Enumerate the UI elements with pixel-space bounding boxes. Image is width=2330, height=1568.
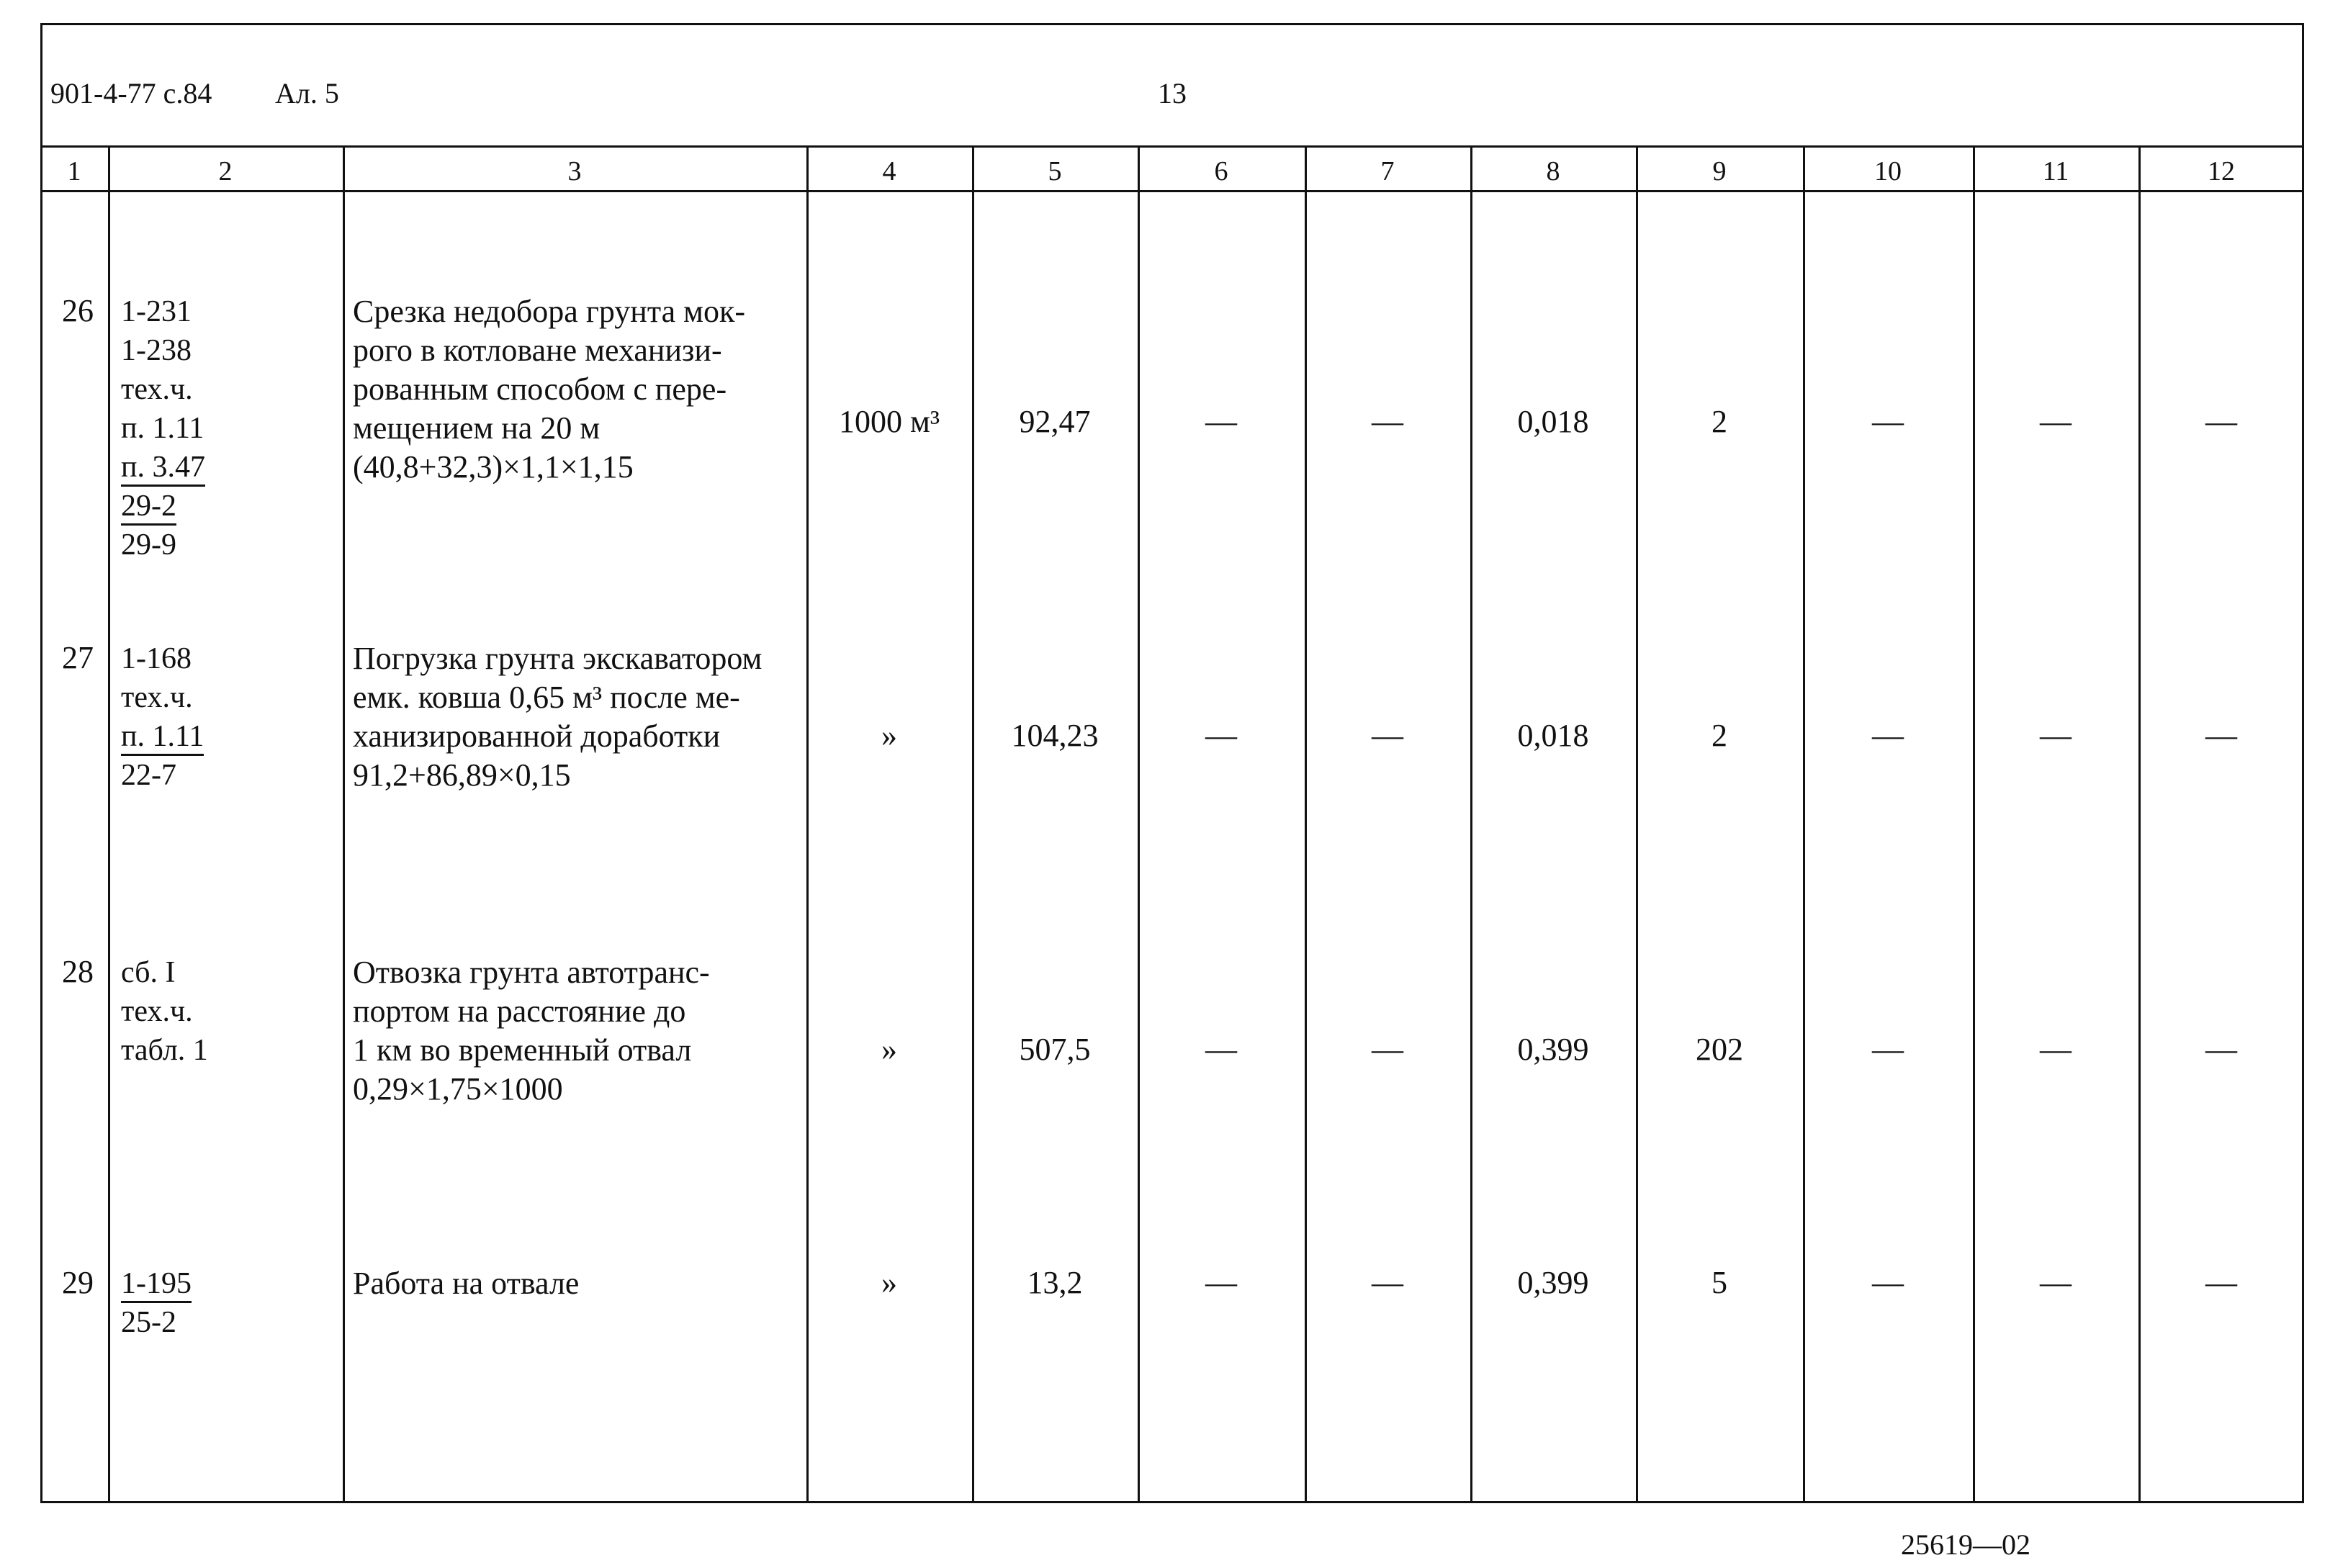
unit-cell: » xyxy=(881,1032,897,1067)
value-cell: — xyxy=(1872,718,1904,753)
column-number: 4 xyxy=(882,156,896,186)
value-cell: — xyxy=(2205,1032,2237,1067)
row-number: 28 xyxy=(62,954,94,989)
value-cell: — xyxy=(1372,718,1403,753)
row-number: 26 xyxy=(62,293,94,328)
column-number: 3 xyxy=(567,156,582,186)
value-cell: — xyxy=(2040,1265,2072,1300)
col-divider xyxy=(108,145,110,1503)
desc-line: ханизированной доработки xyxy=(353,718,721,754)
code-line: п. 1.11 xyxy=(121,412,204,445)
code-line: 1-231 xyxy=(121,295,192,328)
value-cell: 92,47 xyxy=(1019,404,1091,439)
value-cell: — xyxy=(1372,1265,1403,1300)
value-cell: — xyxy=(2205,1265,2237,1300)
desc-line: (40,8+32,3)×1,1×1,15 xyxy=(353,449,634,485)
code-line: 1-168 xyxy=(121,642,192,675)
code-line: 29-2 xyxy=(121,489,176,526)
desc-line: емк. ковша 0,65 м³ после ме- xyxy=(353,680,740,715)
row-number: 29 xyxy=(62,1265,94,1300)
value-cell: — xyxy=(1205,718,1237,753)
desc-line: Срезка недобора грунта мок- xyxy=(353,294,746,329)
col-divider xyxy=(343,145,345,1503)
value-cell: 104,23 xyxy=(1011,718,1099,753)
value-cell: — xyxy=(2040,1032,2072,1067)
value-cell: — xyxy=(1372,404,1403,439)
column-number: 12 xyxy=(2208,156,2235,186)
code-line: п. 1.11 xyxy=(121,719,204,756)
norm-codes xyxy=(121,639,204,795)
code-line: 1-238 xyxy=(121,334,192,367)
value-cell: — xyxy=(1872,1265,1904,1300)
norm-codes xyxy=(121,953,208,1070)
code-line: сб. I xyxy=(121,956,176,989)
header-divider xyxy=(40,145,2304,148)
unit-cell: 1000 м³ xyxy=(838,404,940,439)
value-cell: — xyxy=(1205,404,1237,439)
norm-codes xyxy=(121,292,205,564)
work-description xyxy=(353,1264,806,1303)
code-line: 22-7 xyxy=(121,759,176,792)
code-line: 25-2 xyxy=(121,1306,176,1339)
column-number: 9 xyxy=(1712,156,1727,186)
norm-codes xyxy=(121,1264,192,1342)
album-label: Ал. 5 xyxy=(275,77,339,109)
value-cell: — xyxy=(1205,1265,1237,1300)
work-description xyxy=(353,639,806,795)
value-cell: — xyxy=(1872,404,1904,439)
value-cell: 0,399 xyxy=(1517,1265,1589,1300)
desc-line: 0,29×1,75×1000 xyxy=(353,1071,563,1107)
desc-line: рованным способом с пере- xyxy=(353,371,727,407)
footer-code: 25619—02 xyxy=(1901,1528,2030,1561)
code-line: табл. 1 xyxy=(121,1034,208,1067)
desc-line: 91,2+86,89×0,15 xyxy=(353,757,571,793)
code-line: 29-9 xyxy=(121,528,176,562)
desc-line: Погрузка грунта экскаватором xyxy=(353,641,763,676)
row-number: 27 xyxy=(62,640,94,675)
unit-cell: » xyxy=(881,1265,897,1300)
value-cell: 2 xyxy=(1711,404,1727,439)
unit-cell: » xyxy=(881,718,897,753)
value-cell: 507,5 xyxy=(1019,1032,1091,1067)
value-cell: 0,399 xyxy=(1517,1032,1589,1067)
value-cell: 13,2 xyxy=(1027,1265,1083,1300)
value-cell: — xyxy=(1372,1032,1403,1067)
column-number: 8 xyxy=(1546,156,1560,186)
value-cell: — xyxy=(1205,1032,1237,1067)
value-cell: 202 xyxy=(1696,1032,1743,1067)
column-number: 11 xyxy=(2042,156,2069,186)
code-line: тех.ч. xyxy=(121,373,193,406)
value-cell: 5 xyxy=(1711,1265,1727,1300)
desc-line: портом на расстояние до xyxy=(353,993,686,1029)
desc-line: мещением на 20 м xyxy=(353,410,601,446)
value-cell: 0,018 xyxy=(1517,404,1589,439)
column-number: 7 xyxy=(1380,156,1395,186)
value-cell: — xyxy=(2040,404,2072,439)
work-description xyxy=(353,953,806,1109)
code-line: тех.ч. xyxy=(121,681,193,714)
value-cell: — xyxy=(2205,404,2237,439)
value-cell: 0,018 xyxy=(1517,718,1589,753)
value-cell: 2 xyxy=(1711,718,1727,753)
desc-line: Работа на отвале xyxy=(353,1266,580,1301)
page-number: 13 xyxy=(1158,77,1187,109)
doc-reference: 901-4-77 с.84 xyxy=(50,77,212,109)
desc-line: рого в котловане механизи- xyxy=(353,333,722,368)
code-line: 1-195 xyxy=(121,1266,192,1303)
column-number: 10 xyxy=(1874,156,1902,186)
column-number: 5 xyxy=(1048,156,1062,186)
code-line: п. 3.47 xyxy=(121,450,205,487)
desc-line: 1 км во временный отвал xyxy=(353,1032,692,1068)
desc-line: Отвозка грунта автотранс- xyxy=(353,955,710,990)
code-line: тех.ч. xyxy=(121,995,193,1028)
column-number: 6 xyxy=(1214,156,1228,186)
column-number: 1 xyxy=(67,156,81,186)
work-description xyxy=(353,292,806,487)
column-number: 2 xyxy=(218,156,233,186)
value-cell: — xyxy=(2205,718,2237,753)
value-cell: — xyxy=(1872,1032,1904,1067)
value-cell: — xyxy=(2040,718,2072,753)
